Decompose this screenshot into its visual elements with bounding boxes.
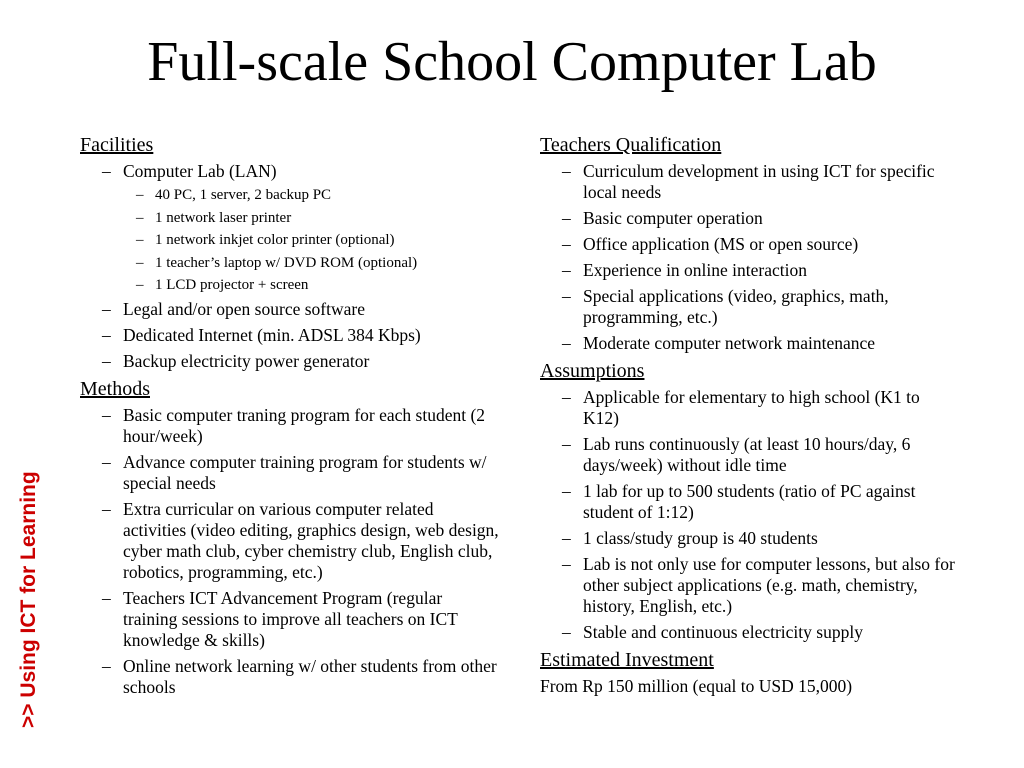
qualification-heading: Teachers Qualification (540, 134, 722, 156)
list-item (80, 161, 500, 294)
list-item: – Backup electricity power generator (80, 351, 500, 372)
methods-heading: Methods (80, 378, 150, 400)
list-item: – Teachers ICT Advancement Program (regular training sessions to improve all teachers on ICT knowledge & skills) (80, 588, 500, 651)
facilities-heading: Facilities (80, 134, 154, 156)
lab-equipment-list (123, 186, 500, 294)
list-item: – Extra curricular on various computer related activities (video editing, graphics design, web design, cyber math club, cyber chemistry club, English club, robotics, programming, etc.) (80, 499, 500, 583)
investment-text: From Rp 150 million (equal to USD 15,000) (540, 676, 853, 696)
list-item: – Dedicated Internet (min. ADSL 384 Kbps) (80, 325, 500, 346)
sub-list-item: – 1 teacher’s laptop w/ DVD ROM (optional) (123, 254, 500, 272)
investment-heading: Estimated Investment (540, 649, 714, 671)
side-label-text: >> Using ICT for Learning (17, 471, 40, 728)
list-item: – Advance computer training program for students w/ special needs (80, 452, 500, 494)
facilities-list (80, 161, 500, 372)
list-item: – 1 lab for up to 500 students (ratio of PC against student of 1:12) (540, 481, 960, 523)
list-item: – Special applications (video, graphics, math, programming, etc.) (540, 286, 960, 328)
sub-list-item: – 40 PC, 1 server, 2 backup PC (123, 186, 500, 204)
list-item-text: Computer Lab (LAN) (123, 161, 277, 181)
list-item: – Basic computer operation (540, 208, 960, 229)
side-label (10, 455, 48, 728)
list-item: – Moderate computer network maintenance (540, 333, 960, 354)
list-item: – 1 class/study group is 40 students (540, 528, 960, 549)
list-item: – Lab is not only use for computer lessons, but also for other subject applications (e.g. math, chemistry, history, English, etc.) (540, 554, 960, 617)
list-item: – Lab runs continuously (at least 10 hours/day, 6 days/week) without idle time (540, 434, 960, 476)
right-column (540, 133, 960, 697)
list-item: – Curriculum development in using ICT for specific local needs (540, 161, 960, 203)
list-item: – Basic computer traning program for each student (2 hour/week) (80, 405, 500, 447)
qualification-list (540, 161, 960, 354)
sub-list-item: – 1 network inkjet color printer (optional) (123, 231, 500, 249)
list-item: – Stable and continuous electricity supply (540, 622, 960, 643)
list-item: – Office application (MS or open source) (540, 234, 960, 255)
assumptions-list (540, 387, 960, 643)
assumptions-heading: Assumptions (540, 360, 645, 382)
left-column (80, 133, 500, 703)
list-item: – Legal and/or open source software (80, 299, 500, 320)
slide-title: Full-scale School Computer Lab (147, 31, 877, 93)
sub-list-item: – 1 LCD projector + screen (123, 276, 500, 294)
sub-list-item: – 1 network laser printer (123, 209, 500, 227)
list-item: – Online network learning w/ other students from other schools (80, 656, 500, 698)
methods-list (80, 405, 500, 698)
list-item: – Experience in online interaction (540, 260, 960, 281)
list-item: – Applicable for elementary to high school (K1 to K12) (540, 387, 960, 429)
